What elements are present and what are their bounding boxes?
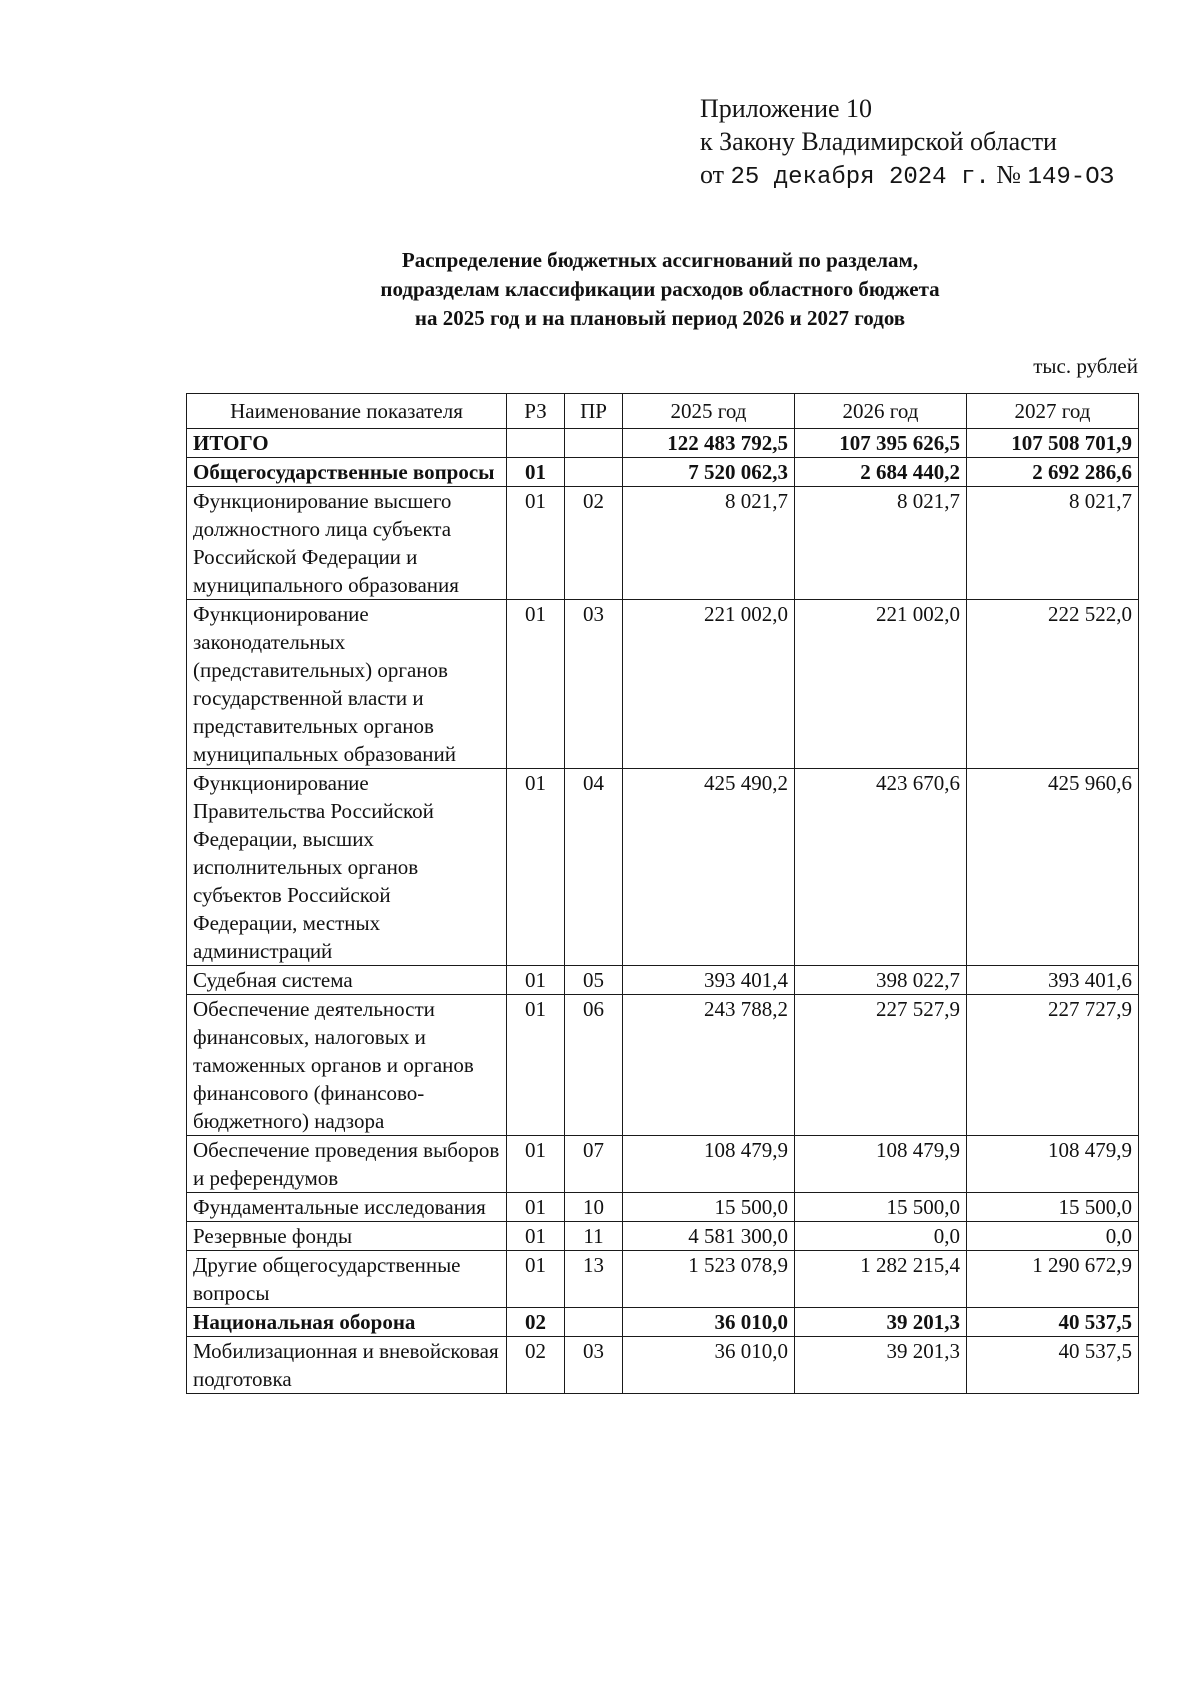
row-rz: 01 [507,1251,565,1308]
table-row [187,1337,1139,1394]
row-value-2027: 8 021,7 [967,487,1139,600]
row-value-2025: 1 523 078,9 [623,1251,795,1308]
row-value-2027: 0,0 [967,1222,1139,1251]
title-line-2: подразделам классификации расходов областного бюджета [380,277,940,301]
row-name: Резервные фонды [187,1222,507,1251]
appendix-date-prefix: от [700,160,725,189]
row-rz: 01 [507,1136,565,1193]
row-value-2026: 398 022,7 [795,966,967,995]
table-header-row [187,394,1139,429]
row-rz: 01 [507,487,565,600]
row-value-2026: 2 684 440,2 [795,458,967,487]
row-value-2027: 1 290 672,9 [967,1251,1139,1308]
row-value-2026: 221 002,0 [795,600,967,769]
row-value-2025: 243 788,2 [623,995,795,1136]
table-row [187,1136,1139,1193]
title-line-3: на 2025 год и на плановый период 2026 и 2027 годов [414,306,906,330]
row-rz: 01 [507,1222,565,1251]
row-rz: 02 [507,1308,565,1337]
row-pr: 02 [565,487,623,600]
table-row [187,487,1139,600]
row-rz: 01 [507,600,565,769]
row-name: Национальная оборона [187,1308,507,1337]
row-name: Фундаментальные исследования [187,1193,507,1222]
row-value-2025: 8 021,7 [623,487,795,600]
header-2025: 2025 год [623,394,795,429]
row-value-2027: 227 727,9 [967,995,1139,1136]
row-pr [565,429,623,458]
row-pr: 13 [565,1251,623,1308]
row-value-2025: 108 479,9 [623,1136,795,1193]
row-value-2026: 15 500,0 [795,1193,967,1222]
row-name: ИТОГО [187,429,507,458]
row-name: Другие общегосударственные вопросы [187,1251,507,1308]
row-value-2027: 40 537,5 [967,1308,1139,1337]
row-name: Функционирование Правительства Российской Федерации, высших исполнительных органов субъектов Российской Федерации, местных администраций [187,769,507,966]
table-row [187,966,1139,995]
header-pr: ПР [565,394,623,429]
row-value-2025: 36 010,0 [623,1308,795,1337]
row-value-2027: 40 537,5 [967,1337,1139,1394]
row-value-2026: 0,0 [795,1222,967,1251]
row-rz: 01 [507,458,565,487]
appendix-law-reference: к Закону Владимирской области [700,127,1057,156]
row-value-2027: 425 960,6 [967,769,1139,966]
row-rz: 02 [507,1337,565,1394]
header-rz: РЗ [507,394,565,429]
row-value-2027: 108 479,9 [967,1136,1139,1193]
row-rz: 01 [507,995,565,1136]
row-value-2027: 393 401,6 [967,966,1139,995]
row-pr [565,1308,623,1337]
row-pr: 07 [565,1136,623,1193]
appendix-law-number: 149-ОЗ [1027,164,1115,191]
appendix-date: 25 декабря 2024 г. [730,164,990,191]
row-value-2025: 4 581 300,0 [623,1222,795,1251]
row-pr [565,458,623,487]
row-name: Функционирование законодательных (представительных) органов государственной власти и представительных органов муниципальных образований [187,600,507,769]
table-row [187,1193,1139,1222]
row-name: Обеспечение проведения выборов и референдумов [187,1136,507,1193]
row-value-2027: 222 522,0 [967,600,1139,769]
row-value-2025: 425 490,2 [623,769,795,966]
row-value-2025: 7 520 062,3 [623,458,795,487]
row-pr: 03 [565,1337,623,1394]
row-value-2025: 36 010,0 [623,1337,795,1394]
row-value-2026: 39 201,3 [795,1337,967,1394]
row-value-2026: 1 282 215,4 [795,1251,967,1308]
table-row [187,1251,1139,1308]
table-row-section [187,458,1139,487]
row-value-2025: 15 500,0 [623,1193,795,1222]
header-name: Наименование показателя [187,394,507,429]
row-rz: 01 [507,1193,565,1222]
row-name: Функционирование высшего должностного лица субъекта Российской Федерации и муниципального образования [187,487,507,600]
row-name: Обеспечение деятельности финансовых, налоговых и таможенных органов и органов финансового (финансово-бюджетного) надзора [187,995,507,1136]
row-pr: 05 [565,966,623,995]
title-line-1: Распределение бюджетных ассигнований по разделам, [401,248,919,272]
appendix-number-sign: № [996,160,1022,189]
row-value-2027: 2 692 286,6 [967,458,1139,487]
units-label: тыс. рублей [1033,354,1138,378]
table-row [187,995,1139,1136]
row-pr: 11 [565,1222,623,1251]
row-rz: 01 [507,769,565,966]
row-value-2027: 15 500,0 [967,1193,1139,1222]
row-pr: 06 [565,995,623,1136]
row-value-2026: 227 527,9 [795,995,967,1136]
row-value-2025: 221 002,0 [623,600,795,769]
row-pr: 03 [565,600,623,769]
row-value-2025: 122 483 792,5 [623,429,795,458]
row-value-2026: 39 201,3 [795,1308,967,1337]
table-row-total [187,429,1139,458]
budget-table [186,393,1139,1394]
header-2027: 2027 год [967,394,1139,429]
row-value-2027: 107 508 701,9 [967,429,1139,458]
appendix-header [700,92,1114,194]
table-row-section [187,1308,1139,1337]
row-name: Мобилизационная и вневойсковая подготовка [187,1337,507,1394]
row-pr: 04 [565,769,623,966]
appendix-number: Приложение 10 [700,94,873,123]
row-value-2026: 107 395 626,5 [795,429,967,458]
table-row [187,769,1139,966]
document-title [280,246,1040,333]
row-value-2026: 108 479,9 [795,1136,967,1193]
table-row [187,600,1139,769]
row-rz: 01 [507,966,565,995]
appendix-date-line [700,158,1114,194]
row-name: Общегосударственные вопросы [187,458,507,487]
table-row [187,1222,1139,1251]
row-value-2026: 8 021,7 [795,487,967,600]
row-name: Судебная система [187,966,507,995]
row-pr: 10 [565,1193,623,1222]
row-value-2026: 423 670,6 [795,769,967,966]
header-2026: 2026 год [795,394,967,429]
row-value-2025: 393 401,4 [623,966,795,995]
row-rz [507,429,565,458]
